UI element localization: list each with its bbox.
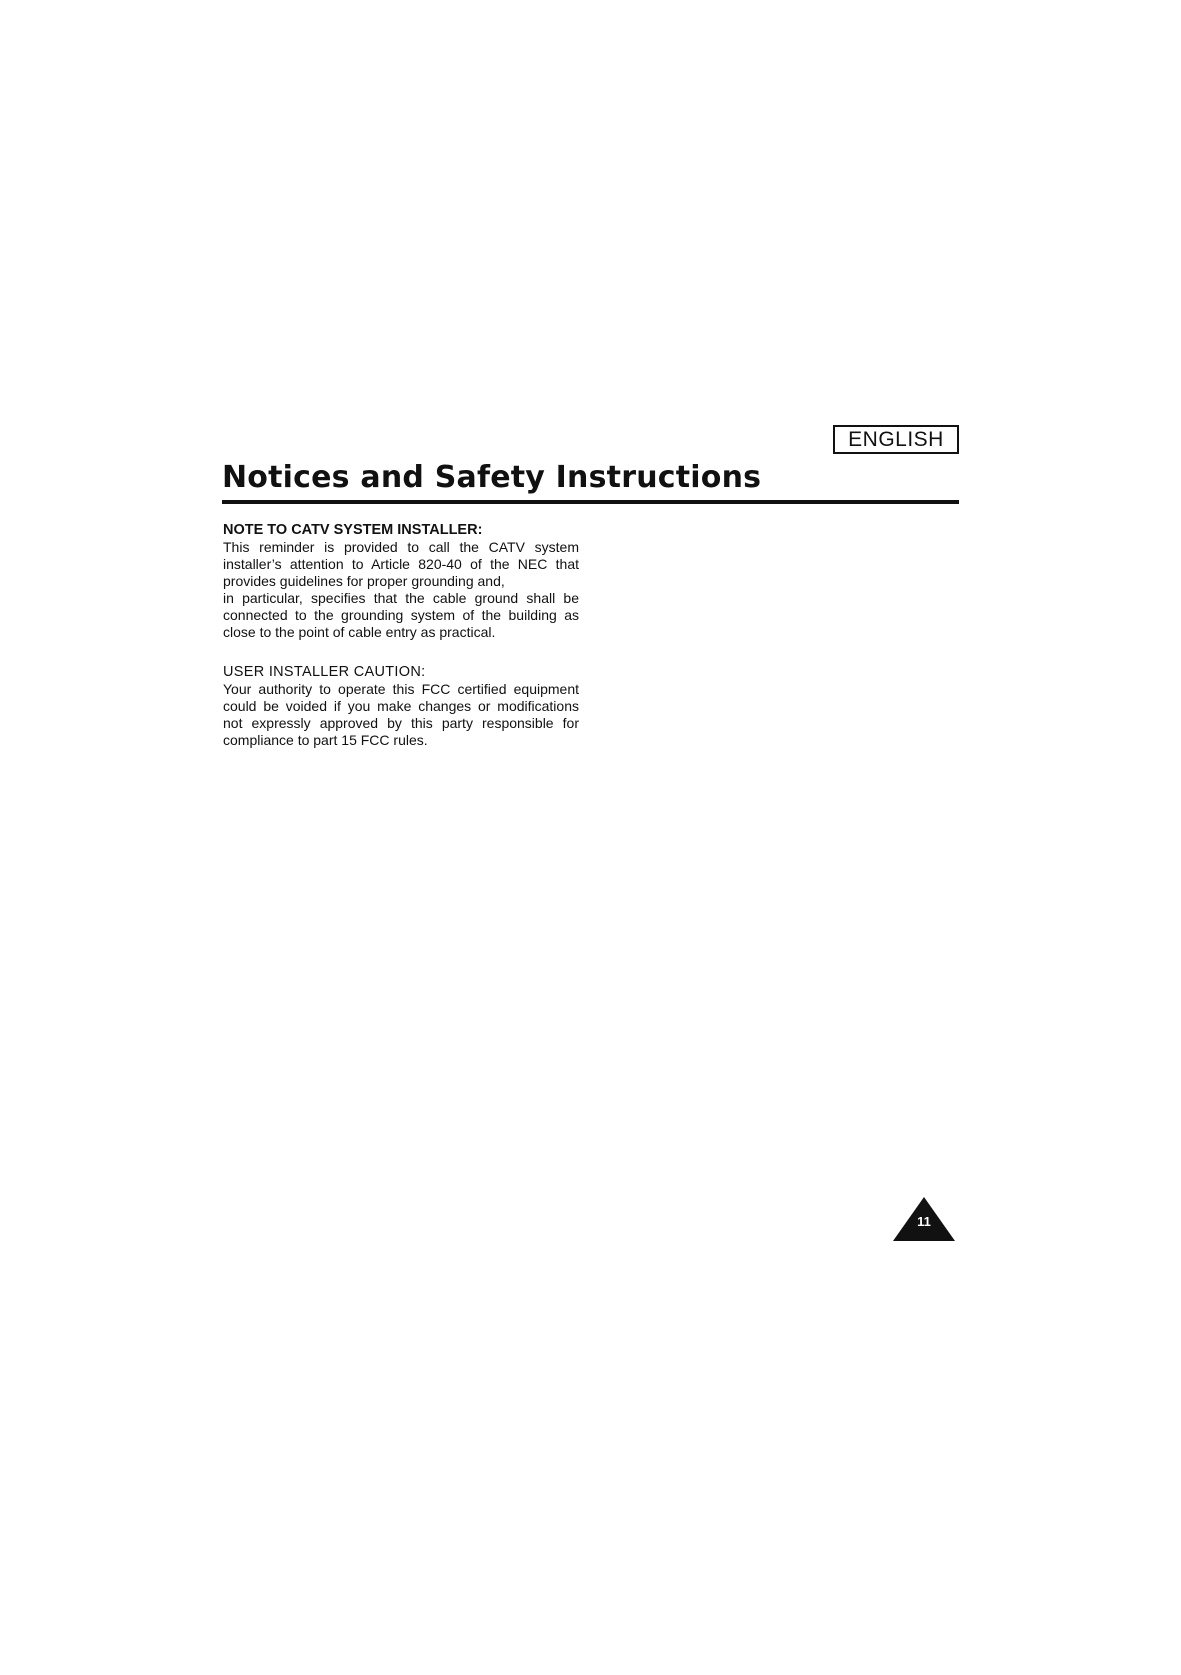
body-line: not expressly approved by this party responsible for [223,715,579,732]
body-line: provides guidelines for proper grounding and, [223,573,505,590]
section-body [223,681,579,749]
body-line: compliance to part 15 FCC rules. [223,732,428,749]
section-catv-installer-note [223,521,579,642]
section-body [223,539,579,642]
title-divider [222,500,959,504]
section-heading: USER INSTALLER CAUTION: [223,664,426,680]
body-line: Your authority to operate this FCC certified equipment [223,681,579,697]
body-line: installer’s attention to Article 820-40 of the NEC that [223,556,579,573]
body-line: This reminder is provided to call the CATV system [223,539,579,555]
section-heading: NOTE TO CATV SYSTEM INSTALLER: [223,522,483,538]
page-number-marker [892,1196,956,1242]
body-line: in particular, specifies that the cable ground shall be [223,590,579,607]
body-line: could be voided if you make changes or modifications [223,698,579,715]
body-line: close to the point of cable entry as practical. [223,624,496,641]
section-user-installer-caution [223,663,579,749]
body-line: connected to the grounding system of the building as [223,607,579,624]
page-number: 11 [917,1214,931,1229]
language-badge: ENGLISH [833,425,959,454]
page-title: Notices and Safety Instructions [222,460,762,495]
